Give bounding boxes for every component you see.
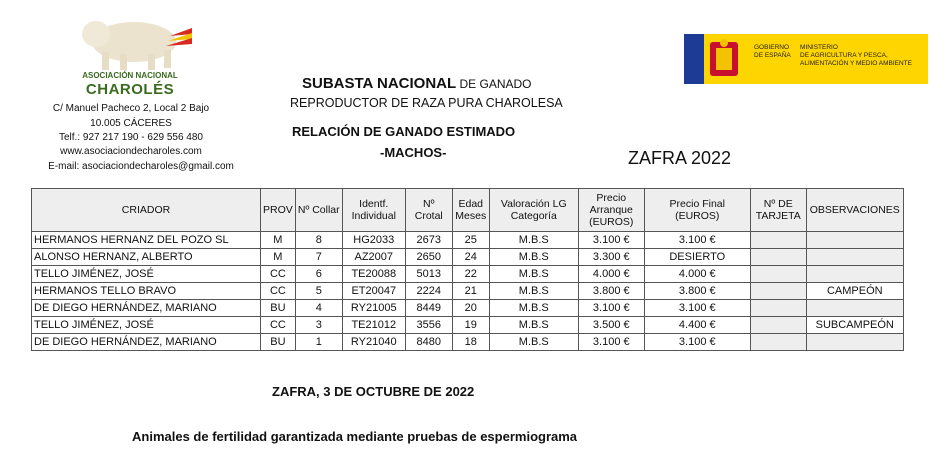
table-cell: HERMANOS TELLO BRAVO (32, 283, 261, 300)
table-cell: 2650 (405, 249, 452, 266)
table-cell: 3.800 € (578, 283, 644, 300)
table-cell: AZ2007 (342, 249, 405, 266)
category-heading: -MACHOS- (380, 145, 447, 160)
eu-flag-icon (684, 34, 704, 84)
column-header: Precio Arranque (EUROS) (578, 189, 644, 232)
table-cell: 22 (452, 266, 489, 283)
table-body (32, 232, 904, 351)
gobierno-label: GOBIERNO DE ESPAÑA (754, 44, 791, 59)
table-cell: 20 (452, 300, 489, 317)
table-cell (806, 232, 903, 249)
table-cell: 4.400 € (644, 317, 750, 334)
table-cell: 6 (295, 266, 342, 283)
table-cell: SUBCAMPEÓN (806, 317, 903, 334)
table-cell: HERMANOS HERNANZ DEL POZO SL (32, 232, 261, 249)
table-cell: M.B.S (489, 300, 578, 317)
association-name: ASOCIACIÓN NACIONAL (82, 71, 178, 80)
table-cell (806, 300, 903, 317)
table-cell: 3.100 € (578, 334, 644, 351)
coat-of-arms-icon (708, 38, 740, 80)
title-bold: SUBASTA NACIONAL (302, 75, 457, 92)
table-cell: TE21012 (342, 317, 405, 334)
table-row (32, 249, 904, 266)
table-cell: RY21040 (342, 334, 405, 351)
column-header: Valoración LG Categoría (489, 189, 578, 232)
table-cell (750, 249, 806, 266)
table-header-row (32, 189, 904, 232)
table-cell: DESIERTO (644, 249, 750, 266)
contact-address: C/ Manuel Pacheco 2, Local 2 Bajo (52, 103, 210, 114)
ministerio-label: MINISTERIO DE AGRICULTURA Y PESCA, ALIMENTACIÓN Y MEDIO AMBIENTE (800, 44, 912, 67)
table-cell (750, 334, 806, 351)
table-cell: DE DIEGO HERNÁNDEZ, MARIANO (32, 300, 261, 317)
table-cell: M (261, 232, 296, 249)
table-cell: DE DIEGO HERNÁNDEZ, MARIANO (32, 334, 261, 351)
table-cell: 1 (295, 334, 342, 351)
column-header: Nº DE TARJETA (750, 189, 806, 232)
table-cell: HG2033 (342, 232, 405, 249)
column-header: PROV (261, 189, 296, 232)
table-cell: 3.100 € (578, 232, 644, 249)
contact-web: www.asociaciondecharoles.com (60, 146, 202, 157)
table-cell: 4.000 € (644, 266, 750, 283)
table-cell: M.B.S (489, 249, 578, 266)
table-cell: 3.100 € (644, 300, 750, 317)
table-cell: 18 (452, 334, 489, 351)
table-cell: TE20088 (342, 266, 405, 283)
table-cell: 3.800 € (644, 283, 750, 300)
association-brand: CHAROLÉS (85, 81, 175, 98)
table-cell: 3556 (405, 317, 452, 334)
table-cell: 21 (452, 283, 489, 300)
table-cell: 19 (452, 317, 489, 334)
document-title (302, 75, 532, 92)
table-cell: M.B.S (489, 232, 578, 249)
table-cell: TELLO JIMÉNEZ, JOSÉ (32, 317, 261, 334)
cattle-table (31, 188, 904, 351)
table-cell: 8 (295, 232, 342, 249)
table-row (32, 334, 904, 351)
contact-city: 10.005 CÁCERES (90, 118, 172, 129)
table-cell: 3.300 € (578, 249, 644, 266)
table-cell: 4 (295, 300, 342, 317)
column-header: Nº Crotal (405, 189, 452, 232)
table-cell (750, 317, 806, 334)
table-cell: ALONSO HERNANZ, ALBERTO (32, 249, 261, 266)
contact-phone: Telf.: 927 217 190 - 629 556 480 (58, 132, 203, 143)
table-row (32, 317, 904, 334)
column-header: OBSERVACIONES (806, 189, 903, 232)
table-cell: 3.100 € (644, 334, 750, 351)
table-cell: M.B.S (489, 266, 578, 283)
table-cell: ET20047 (342, 283, 405, 300)
table-cell: 4.000 € (578, 266, 644, 283)
column-header: CRIADOR (32, 189, 261, 232)
table-row (32, 232, 904, 249)
table-cell: 3.100 € (644, 232, 750, 249)
table-cell: 5 (295, 283, 342, 300)
title-rest: DE GANADO (456, 77, 532, 91)
contact-email: E-mail: asociaciondecharoles@gmail.com (48, 161, 234, 172)
table-cell (806, 266, 903, 283)
table-cell: TELLO JIMÉNEZ, JOSÉ (32, 266, 261, 283)
bull-logo (72, 8, 192, 72)
table-cell: 7 (295, 249, 342, 266)
table-cell: RY21005 (342, 300, 405, 317)
table-cell: 3.100 € (578, 300, 644, 317)
document-subtitle: REPRODUCTOR DE RAZA PURA CHAROLESA (290, 96, 563, 110)
table-row (32, 283, 904, 300)
ministry-logo (684, 34, 928, 84)
table-cell: CC (261, 283, 296, 300)
table-cell: M.B.S (489, 317, 578, 334)
table-cell: M.B.S (489, 283, 578, 300)
footer-date: ZAFRA, 3 DE OCTUBRE DE 2022 (272, 384, 475, 399)
table-cell: M.B.S (489, 334, 578, 351)
list-heading: RELACIÓN DE GANADO ESTIMADO (292, 124, 516, 139)
column-header: Edad Meses (452, 189, 489, 232)
column-header: Nº Collar (295, 189, 342, 232)
table-cell (750, 283, 806, 300)
table-cell (806, 334, 903, 351)
column-header: Precio Final (EUROS) (644, 189, 750, 232)
table-row (32, 300, 904, 317)
column-header: Identf. Individual (342, 189, 405, 232)
table-cell: 3.500 € (578, 317, 644, 334)
table-cell: 5013 (405, 266, 452, 283)
table-row (32, 266, 904, 283)
table-cell: M (261, 249, 296, 266)
table-cell (806, 249, 903, 266)
table-cell: BU (261, 334, 296, 351)
table-cell: 8480 (405, 334, 452, 351)
table-cell: 25 (452, 232, 489, 249)
table-cell: 2673 (405, 232, 452, 249)
table-cell: CC (261, 317, 296, 334)
table-cell (750, 300, 806, 317)
table-cell: CAMPEÓN (806, 283, 903, 300)
table-cell: 2224 (405, 283, 452, 300)
footer-note: Animales de fertilidad garantizada mediante pruebas de espermiograma (132, 429, 578, 444)
table-cell: CC (261, 266, 296, 283)
table-cell (750, 232, 806, 249)
table-cell: 3 (295, 317, 342, 334)
event-heading: ZAFRA 2022 (628, 148, 732, 168)
table-cell: BU (261, 300, 296, 317)
table-cell: 24 (452, 249, 489, 266)
table-cell (750, 266, 806, 283)
table-cell: 8449 (405, 300, 452, 317)
